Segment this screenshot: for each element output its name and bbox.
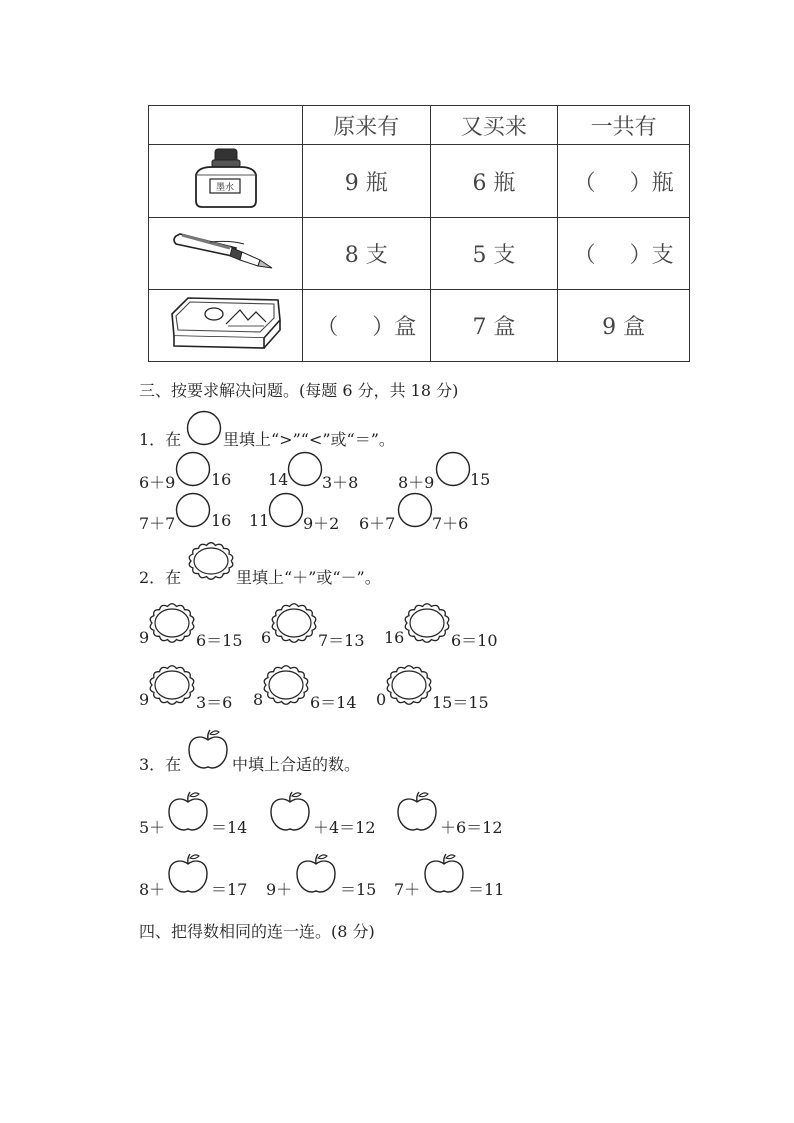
ink-label: 墨水 xyxy=(216,183,235,193)
q1-r2-c-right: 7＋6 xyxy=(432,514,469,533)
q2-r1-c-right: 6＝10 xyxy=(451,631,498,650)
operator-flower-box[interactable] xyxy=(404,602,450,644)
q3-r2-c-right: ＝11 xyxy=(468,880,505,899)
apple-answer-box[interactable] xyxy=(166,790,210,832)
q2-r1-b-left: 6 xyxy=(261,628,272,647)
operator-flower-box[interactable] xyxy=(149,664,195,706)
cell-original xyxy=(302,290,430,362)
table-row xyxy=(149,218,690,290)
blank-right: ）瓶 xyxy=(629,170,674,196)
apple-answer-box[interactable] xyxy=(422,852,466,894)
q3-r1-b-right: ＋4＝12 xyxy=(313,818,376,837)
operator-flower-box[interactable] xyxy=(263,664,309,706)
q3-prefix: 3．在 xyxy=(139,755,182,774)
compare-circle[interactable] xyxy=(397,492,433,528)
blank-left: （ xyxy=(573,170,596,196)
fountain-pen-cell xyxy=(149,218,303,290)
q3-r2-a-right: ＝17 xyxy=(211,880,248,899)
q1-r2-c-left: 6＋7 xyxy=(359,514,396,533)
q1-r1-a-right: 16 xyxy=(211,470,232,489)
q3-suffix: 中填上合适的数。 xyxy=(232,755,361,774)
cell-bought: 7 盒 xyxy=(430,290,558,362)
apple-answer-box[interactable] xyxy=(166,852,210,894)
compare-circle[interactable] xyxy=(175,451,211,487)
table-row xyxy=(149,145,690,218)
compare-circle[interactable] xyxy=(435,451,471,487)
q3-r2-b-right: ＝15 xyxy=(340,880,377,899)
q1-r1-b-left: 14 xyxy=(268,470,289,489)
cell-bought: 6 瓶 xyxy=(430,145,558,218)
operator-flower-box[interactable] xyxy=(386,664,432,706)
watercolor-box-icon xyxy=(166,292,284,354)
q3-r2-b-left: 9＋ xyxy=(266,880,293,899)
cell-total xyxy=(558,218,690,290)
q2-r1-a-left: 9 xyxy=(139,628,150,647)
operator-flower-box[interactable] xyxy=(271,602,317,644)
table-header-row xyxy=(149,106,690,145)
q1-r1-a-left: 6＋9 xyxy=(139,473,176,492)
q1-r1-c-left: 8＋9 xyxy=(398,473,435,492)
q2-r1-b-right: 7＝13 xyxy=(318,631,365,650)
cell-original: 8 支 xyxy=(302,218,430,290)
q3-r1-c-right: ＋6＝12 xyxy=(440,818,503,837)
circle-icon xyxy=(186,410,222,446)
q3-r1-a-left: 5＋ xyxy=(139,818,166,837)
header-original: 原来有 xyxy=(302,106,430,145)
cell-total xyxy=(558,145,690,218)
q2-r1-c-left: 16 xyxy=(384,628,405,647)
fountain-pen-icon xyxy=(170,226,280,276)
blank-left: （ xyxy=(316,315,339,340)
cell-original: 9 瓶 xyxy=(302,145,430,218)
q3-r2-c-left: 7＋ xyxy=(394,880,421,899)
q2-r1-a-right: 6＝15 xyxy=(196,631,243,650)
ink-bottle-icon xyxy=(188,145,262,211)
q1-r2-b-left: 11 xyxy=(249,511,270,530)
blank-right: ）盒 xyxy=(372,315,417,340)
q1-r2-a-left: 7＋7 xyxy=(139,514,176,533)
watercolor-box-cell xyxy=(149,290,303,362)
cell-total: 9 盒 xyxy=(558,290,690,362)
q1-prefix: 1．在 xyxy=(139,430,182,449)
blank-left: （ xyxy=(573,243,596,268)
q2-r2-c-left: 0 xyxy=(376,690,387,709)
header-total: 一共有 xyxy=(558,106,690,145)
q2-r2-b-left: 8 xyxy=(253,690,264,709)
q2-r2-a-right: 3＝6 xyxy=(196,693,233,712)
q1-r1-b-right: 3＋8 xyxy=(322,473,359,492)
section4-title: 四、把得数相同的连一连。(8 分) xyxy=(139,922,375,941)
blank-right: ）支 xyxy=(629,243,674,268)
apple-answer-box[interactable] xyxy=(294,852,338,894)
q2-r2-c-right: 15＝15 xyxy=(432,693,489,712)
q1-r2-b-right: 9＋2 xyxy=(303,514,340,533)
q3-r2-a-left: 8＋ xyxy=(139,880,166,899)
header-bought: 又买来 xyxy=(430,106,558,145)
apple-icon xyxy=(186,728,230,770)
compare-circle[interactable] xyxy=(287,451,323,487)
section3-title: 三、按要求解决问题。(每题 6 分，共 18 分) xyxy=(139,381,459,400)
ink-bottle-cell xyxy=(149,145,303,218)
header-cell-empty xyxy=(149,106,303,145)
cell-bought: 5 支 xyxy=(430,218,558,290)
q2-r2-b-right: 6＝14 xyxy=(310,693,357,712)
operator-flower-box[interactable] xyxy=(149,602,195,644)
apple-answer-box[interactable] xyxy=(268,790,312,832)
items-table xyxy=(148,105,690,362)
q3-r1-a-right: ＝14 xyxy=(211,818,248,837)
q1-r1-c-right: 15 xyxy=(470,470,491,489)
flower-icon xyxy=(188,541,234,581)
q2-suffix: 里填上“＋”或“－”。 xyxy=(236,568,381,587)
table-row xyxy=(149,290,690,362)
q2-r2-a-left: 9 xyxy=(139,690,150,709)
q2-prefix: 2．在 xyxy=(139,568,182,587)
compare-circle[interactable] xyxy=(175,492,211,528)
q1-r2-a-right: 16 xyxy=(211,511,232,530)
apple-answer-box[interactable] xyxy=(395,790,439,832)
compare-circle[interactable] xyxy=(268,492,304,528)
q1-suffix: 里填上“>”“<”或“＝”。 xyxy=(223,430,395,449)
